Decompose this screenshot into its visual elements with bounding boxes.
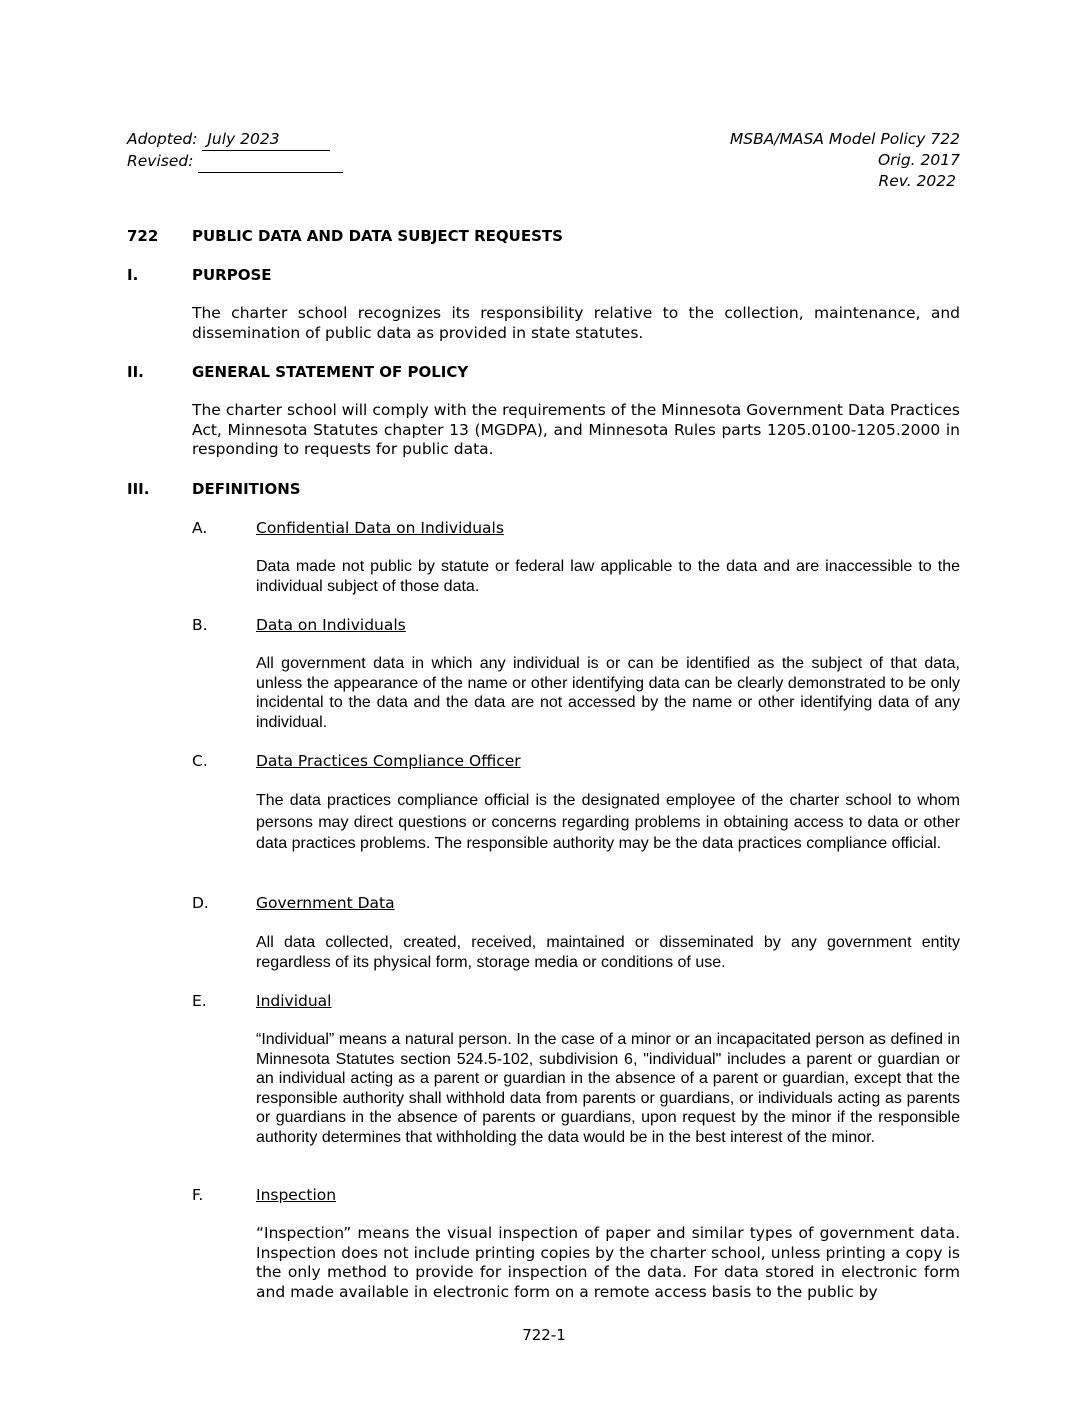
definition-letter: C.: [192, 752, 208, 770]
definition-term: Government Data: [256, 894, 395, 912]
model-policy-label: MSBA/MASA Model Policy 722: [729, 130, 960, 148]
definition-heading-a: [192, 518, 504, 538]
definition-text-b: All government data in which any individual is or can be identified as the subject of that data, unless the appearance of the name or other identifying data can be clearly demonstrated to be only incidental to the data and the data are not accessed by the name or other identifying data of any individual.: [256, 655, 960, 731]
definition-letter: B.: [192, 616, 208, 634]
definition-heading-e: [192, 991, 332, 1011]
definition-letter: D.: [192, 894, 209, 912]
rev-label: Rev. 2022: [878, 172, 956, 190]
definition-letter: E.: [192, 992, 207, 1010]
definition-text-e: “Individual” means a natural person. In the case of a minor or an incapacitated person as defined in Minnesota Statutes section 524.5-102, subdivision 6, "individual" includes a parent or guardian or an individual acting as a parent or guardian in the absence of a parent or guardian, except that the responsible authority shall withhold data from parents or guardians, or individuals acting as parents or guardians in the absence of parents or guardians, upon request by the minor if the responsible authority determines that withholding the data would be in the best interest of the minor.: [256, 1031, 960, 1146]
section-numeral: II.: [127, 363, 144, 381]
revised-line: [127, 151, 427, 173]
section-heading-text: PURPOSE: [192, 266, 272, 284]
definition-heading-d: [192, 893, 395, 913]
purpose-paragraph: The charter school recognizes its responsibility relative to the collection, maintenance, and dissemination of public data as provided in state statutes.: [192, 304, 960, 342]
policy-title: [127, 226, 563, 246]
revised-value-field: [198, 151, 343, 173]
header-right: [640, 129, 960, 192]
definition-text-f: “Inspection” means the visual inspection of paper and similar types of government data. Inspection does not include printing copies by the charter school, unless printing a copy is the only method to provide for inspection of the data. For data stored in electronic form and made available in electronic form on a remote access basis to the public by: [256, 1224, 960, 1301]
section-numeral: I.: [127, 266, 139, 284]
definition-term: Inspection: [256, 1186, 337, 1204]
adopted-value: July 2023: [207, 130, 280, 148]
section-numeral: III.: [127, 480, 150, 498]
definition-text-c: The data practices compliance official is the designated employee of the charter school to whom persons may direct questions or concerns regarding problems in obtaining access to data or other data practices problems. The responsible authority may be the data practices compliance official.: [256, 792, 960, 852]
section-heading-definitions: [127, 479, 301, 499]
adopted-label: Adopted:: [127, 130, 198, 148]
section-heading-text: GENERAL STATEMENT OF POLICY: [192, 363, 469, 381]
definition-term: Data Practices Compliance Officer: [256, 752, 521, 770]
orig-label: Orig. 2017: [877, 151, 960, 169]
adopted-line: [127, 129, 427, 151]
definition-heading-b: [192, 615, 406, 635]
revised-label: Revised:: [127, 152, 194, 170]
definition-heading-f: [192, 1185, 336, 1205]
definition-letter: A.: [192, 519, 208, 537]
page-number: 722-1: [522, 1326, 566, 1344]
definition-letter: F.: [192, 1186, 204, 1204]
section-heading-text: DEFINITIONS: [192, 480, 301, 498]
section-heading-purpose: [127, 265, 272, 285]
section-heading-general: [127, 362, 468, 382]
general-paragraph: The charter school will comply with the requirements of the Minnesota Government Data Practices Act, Minnesota Statutes chapter 13 (MGDPA), and Minnesota Rules parts 1205.0100-1205.2000 in responding to requests for public data.: [192, 401, 960, 459]
adopted-value-field: [202, 129, 330, 151]
policy-title-text: PUBLIC DATA AND DATA SUBJECT REQUESTS: [192, 227, 563, 245]
definition-heading-c: [192, 751, 521, 771]
definition-text-a: Data made not public by statute or federal law applicable to the data and are inaccessible to the individual subject of those data.: [256, 558, 960, 595]
definition-term: Data on Individuals: [256, 616, 406, 634]
definition-text-d: All data collected, created, received, maintained or disseminated by any government entity regardless of its physical form, storage media or conditions of use.: [256, 934, 960, 971]
definition-term: Individual: [256, 992, 332, 1010]
definition-term: Confidential Data on Individuals: [256, 519, 504, 537]
header-left: [127, 129, 427, 173]
policy-number: 722: [127, 227, 159, 245]
